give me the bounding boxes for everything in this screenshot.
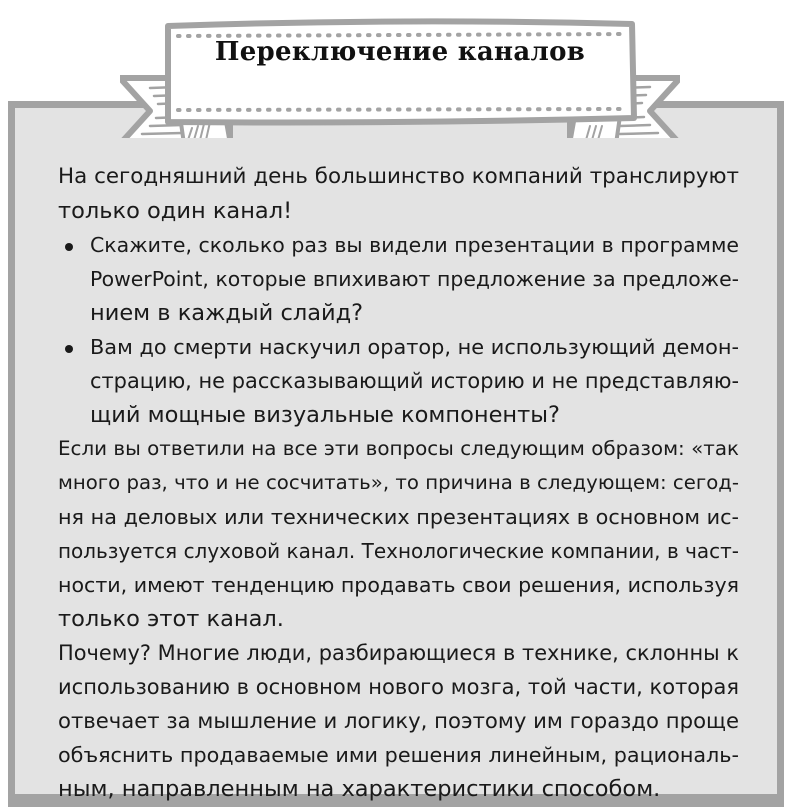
text-line: только этот канал. xyxy=(58,606,284,632)
paragraph xyxy=(58,636,739,806)
bullet-icon xyxy=(63,330,73,364)
text-line: Почему? Многие люди, разбирающиеся в технике, склонны к xyxy=(58,641,739,665)
text-line: отвечает за мышление и логику, поэтому им гораздо проще xyxy=(58,708,739,733)
text-line: Вам до смерти наскучил оратор, не использующий демон- xyxy=(90,335,739,359)
ribbon-icon xyxy=(120,8,680,138)
body-text xyxy=(58,160,739,806)
text-line: только один канал! xyxy=(58,198,293,224)
banner-title: Переключение каналов xyxy=(214,37,586,67)
text-line: PowerPoint, которые впихивают предложение за предложе- xyxy=(90,267,739,291)
text-line: щий мощные визуальные компоненты? xyxy=(90,402,560,428)
text-line: ным, направленным на характеристики способом. xyxy=(58,776,661,802)
text-line: много раз, что и не сосчитать», то причина в следующем: сегод- xyxy=(58,471,739,494)
bullet-item xyxy=(58,330,739,432)
text-line: ня на деловых или технических презентациях в основном ис- xyxy=(58,505,739,529)
title-banner xyxy=(120,8,680,138)
text-line: пользуется слуховой канал. Технологические компании, в част- xyxy=(58,539,739,563)
text-line: использованию в основном нового мозга, той части, которая xyxy=(58,674,739,699)
bullet-icon xyxy=(63,228,73,262)
intro-paragraph xyxy=(58,160,739,228)
text-line: нием в каждый слайд? xyxy=(90,300,364,326)
text-line: Скажите, сколько раз вы видели презентации в программе xyxy=(90,233,739,257)
paragraph xyxy=(58,432,739,636)
text-line: На сегодняшний день большинство компаний транслируют xyxy=(58,164,739,189)
text-line: Если вы ответили на все эти вопросы следующим образом: «так xyxy=(58,437,739,460)
text-line: ности, имеют тенденцию продавать свои решения, используя xyxy=(58,573,739,597)
text-line: страцию, не рассказывающий историю и не представляю- xyxy=(90,369,739,393)
bullet-item xyxy=(58,228,739,330)
text-line: объяснить продаваемые ими решения линейным, рациональ- xyxy=(58,743,739,767)
